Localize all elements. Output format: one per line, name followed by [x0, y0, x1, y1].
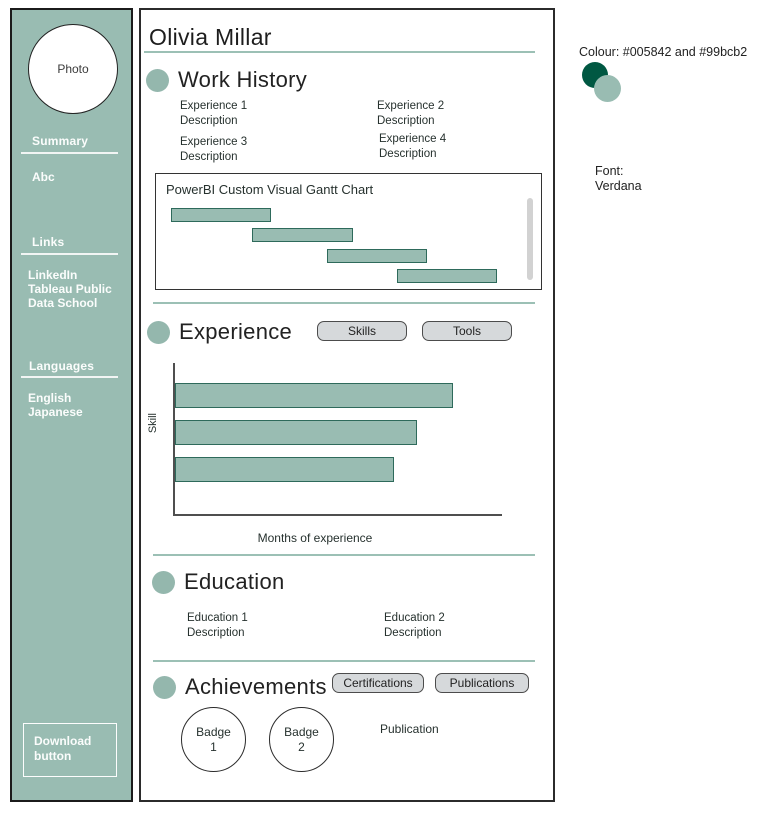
- gantt-bars: [156, 174, 527, 289]
- gantt-bar: [171, 208, 271, 222]
- publications-filter-button[interactable]: Publications: [435, 673, 529, 693]
- gantt-bar: [327, 249, 427, 263]
- skill-bar: [175, 457, 394, 482]
- skills-filter-button[interactable]: Skills: [317, 321, 407, 341]
- education-entry: [187, 611, 248, 641]
- colour-annotation: Colour: #005842 and #99bcb2: [579, 45, 748, 59]
- sidebar-link-tableau-public[interactable]: Tableau Public: [28, 282, 112, 296]
- work-history-entry: [377, 99, 444, 129]
- section-bullet-icon: [152, 571, 175, 594]
- sidebar-item-language-english: English: [28, 391, 72, 405]
- entry-description: Description: [180, 151, 238, 163]
- badge-label: Badge 2: [284, 724, 319, 754]
- section-bullet-icon: [153, 676, 176, 699]
- photo-label: Photo: [57, 62, 89, 76]
- gantt-bar: [397, 269, 497, 283]
- section-header-achievements: [153, 674, 327, 700]
- certifications-filter-button[interactable]: Certifications: [332, 673, 424, 693]
- sidebar-link-linkedin[interactable]: LinkedIn: [28, 268, 78, 282]
- title-underline: [144, 51, 535, 53]
- section-title-education: Education: [184, 569, 285, 594]
- entry-title: Experience 4: [379, 133, 447, 145]
- entry-title: Education 2: [384, 612, 445, 624]
- skill-bar: [175, 383, 453, 408]
- sidebar-item-language-japanese: Japanese: [28, 405, 83, 419]
- gantt-chart: [155, 173, 542, 290]
- entry-title: Experience 3: [180, 136, 248, 148]
- gantt-bar: [252, 228, 352, 242]
- section-title-work-history: Work History: [178, 67, 308, 92]
- entry-title: Education 1: [187, 612, 248, 624]
- sidebar-divider: [21, 376, 118, 378]
- entry-description: Description: [187, 627, 245, 639]
- scrollbar[interactable]: [527, 198, 533, 280]
- entry-description: Description: [377, 115, 435, 127]
- entry-description: Description: [180, 115, 238, 127]
- section-divider: [153, 554, 535, 556]
- education-entry: [384, 611, 445, 641]
- color-swatch-sage: [594, 75, 621, 102]
- sidebar-item-summary-abc: Abc: [32, 170, 55, 184]
- section-header-education: [152, 569, 285, 595]
- section-divider: [153, 660, 535, 662]
- cv-page: [139, 8, 555, 802]
- skill-bar-chart: [173, 363, 502, 516]
- font-annotation-value: Verdana: [595, 179, 642, 193]
- entry-description: Description: [379, 148, 437, 160]
- font-annotation: [595, 164, 642, 194]
- sidebar-divider: [21, 253, 118, 255]
- work-history-entry: [180, 99, 247, 129]
- sidebar-link-data-school[interactable]: Data School: [28, 296, 98, 310]
- x-axis-label: Months of experience: [257, 531, 373, 545]
- section-title-achievements: Achievements: [185, 674, 327, 699]
- sidebar-divider: [21, 152, 118, 154]
- sidebar: [10, 8, 133, 802]
- y-axis-label: Skill: [147, 413, 159, 434]
- page-title: Olivia Millar: [149, 24, 272, 50]
- gantt-chart-title: PowerBI Custom Visual Gantt Chart: [166, 182, 374, 197]
- font-annotation-label: Font:: [595, 164, 624, 178]
- work-history-entry: [180, 135, 247, 165]
- download-button[interactable]: Download button: [23, 723, 117, 777]
- section-header-experience: [147, 319, 292, 345]
- section-bullet-icon: [147, 321, 170, 344]
- section-bullet-icon: [146, 69, 169, 92]
- publication-label: Publication: [380, 722, 439, 736]
- skill-bar: [175, 420, 417, 445]
- badge-label: Badge 1: [196, 724, 231, 754]
- badge-1: [181, 707, 246, 772]
- section-header-work-history: [146, 67, 307, 93]
- sidebar-heading-summary: Summary: [32, 134, 89, 148]
- work-history-entry: [379, 132, 446, 162]
- section-title-experience: Experience: [179, 319, 293, 344]
- tools-filter-button[interactable]: Tools: [422, 321, 512, 341]
- sidebar-heading-languages: Languages: [29, 359, 95, 373]
- section-divider: [153, 302, 535, 304]
- entry-title: Experience 1: [180, 100, 248, 112]
- entry-description: Description: [384, 627, 442, 639]
- entry-title: Experience 2: [377, 100, 445, 112]
- photo-placeholder: [28, 24, 118, 114]
- badge-2: [269, 707, 334, 772]
- sidebar-heading-links: Links: [32, 235, 65, 249]
